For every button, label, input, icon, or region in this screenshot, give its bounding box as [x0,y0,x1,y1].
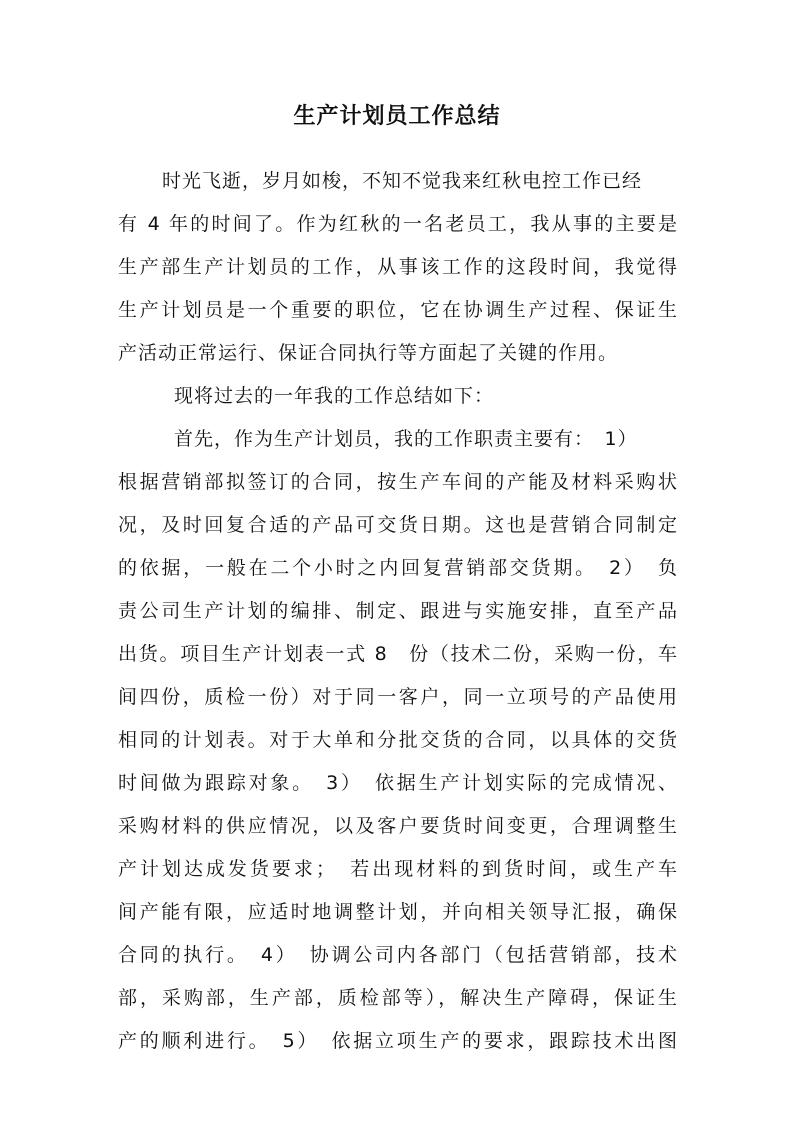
body-line: 责公司生产计划的编排、制定、跟进与实施安排，直至产品 [118,600,678,622]
body-line: 有 4 年的时间了。作为红秋的一名老员工，我从事的主要是 [118,213,678,235]
body-line: 产计划达成发货要求； 若出现材料的到货时间，或生产车 [118,858,678,880]
body-line: 间四份，质检一份）对于同一客户，同一立项号的产品使用 [118,686,678,708]
body-line: 部，采购部，生产部，质检部等），解决生产障碍，保证生 [118,987,678,1009]
document-title: 生产计划员工作总结 [293,104,501,129]
body-line: 合同的执行。 4） 协调公司内各部门（包括营销部，技术 [118,944,678,966]
body-line: 现将过去的一年我的工作总结如下： [174,385,495,407]
body-line: 时光飞逝，岁月如梭，不知不觉我来红秋电控工作已经 [162,170,643,192]
body-line: 产活动正常运行、保证合同执行等方面起了关键的作用。 [118,342,619,364]
body-line: 间产能有限，应适时地调整计划，并向相关领导汇报，确保 [118,901,678,923]
body-line: 根据营销部拟签订的合同，按生产车间的产能及材料采购状 [118,471,678,493]
body-line: 况，及时回复合适的产品可交货日期。这也是营销合同制定 [118,514,678,536]
body-line: 采购材料的供应情况，以及客户要货时间变更，合理调整生 [118,815,678,837]
body-line: 生产部生产计划员的工作，从事该工作的这段时间，我觉得 [118,256,678,278]
body-line: 首先，作为生产计划员，我的工作职责主要有： 1） [174,428,638,450]
document-body [118,160,688,1063]
body-line: 出货。项目生产计划表一式 8 份（技术二份，采购一份，车 [118,643,678,665]
body-line: 相同的计划表。对于大单和分批交货的合同，以具体的交货 [118,729,678,751]
body-line: 生产计划员是一个重要的职位，它在协调生产过程、保证生 [118,299,678,321]
body-line: 时间做为跟踪对象。 3） 依据生产计划实际的完成情况、 [118,772,678,794]
body-line: 产的顺利进行。 5） 依据立项生产的要求，跟踪技术出图 [118,1030,678,1052]
body-line: 的依据，一般在二个小时之内回复营销部交货期。 2） 负 [118,557,678,579]
